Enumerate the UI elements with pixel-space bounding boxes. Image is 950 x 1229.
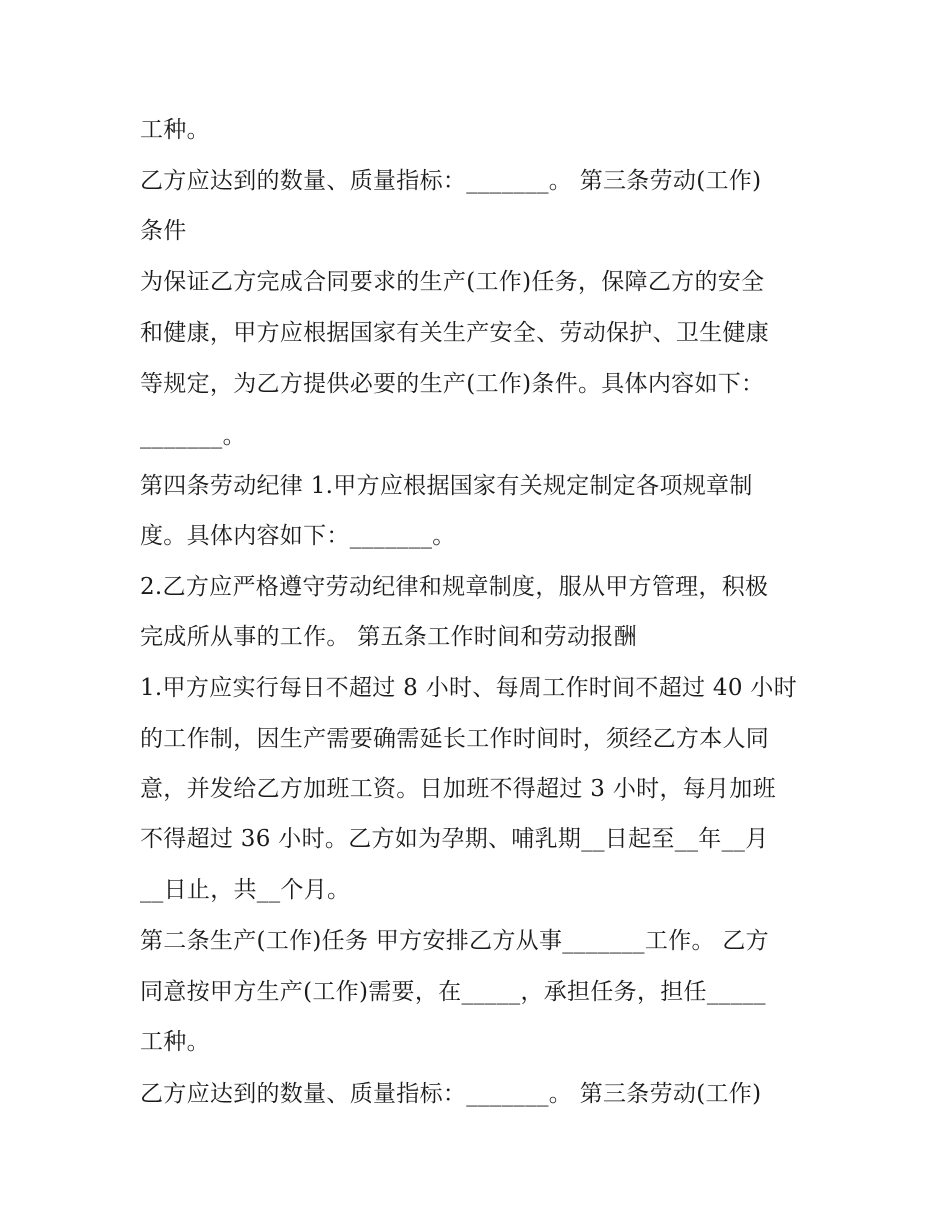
text-line: 第二条生产(工作)任务 甲方安排乙方从事_______工作。 乙方 — [140, 928, 769, 954]
text-line: 1.甲方应实行每日不超过 8 小时、每周工作时间不超过 40 小时 — [140, 675, 797, 701]
text-line: 的工作制，因生产需要确需延长工作时间时，须经乙方本人同 — [140, 726, 770, 752]
text-line: 乙方应达到的数量、质量指标：_______。 第三条劳动(工作) — [140, 168, 762, 194]
text-line: _______。 — [140, 423, 246, 449]
text-line: __日止，共__个月。 — [140, 877, 351, 903]
text-line: 度。具体内容如下：_______。 — [140, 523, 456, 549]
text-line: 同意按甲方生产(工作)需要，在_____，承担任务，担任_____ — [140, 979, 766, 1005]
text-line: 条件 — [140, 218, 187, 244]
text-line: 为保证乙方完成合同要求的生产(工作)任务，保障乙方的安全 — [140, 269, 765, 295]
text-line: 等规定，为乙方提供必要的生产(工作)条件。具体内容如下： — [140, 371, 765, 397]
text-line: 乙方应达到的数量、质量指标：_______。 第三条劳动(工作) — [140, 1081, 762, 1107]
text-line: 工种。 — [140, 1029, 210, 1055]
text-line: 完成所从事的工作。 第五条工作时间和劳动报酬 — [140, 624, 637, 650]
text-line: 2.乙方应严格遵守劳动纪律和规章制度，服从甲方管理，积极 — [140, 574, 769, 600]
text-line: 和健康，甲方应根据国家有关生产安全、劳动保护、卫生健康 — [140, 320, 770, 346]
text-line: 不得超过 36 小时。乙方如为孕期、哺乳期__日起至__年__月 — [140, 826, 769, 852]
text-line: 工种。 — [140, 117, 210, 143]
text-line: 意，并发给乙方加班工资。日加班不得超过 3 小时，每月加班 — [140, 776, 776, 802]
text-line: 第四条劳动纪律 1.甲方应根据国家有关规定制定各项规章制 — [140, 473, 753, 499]
